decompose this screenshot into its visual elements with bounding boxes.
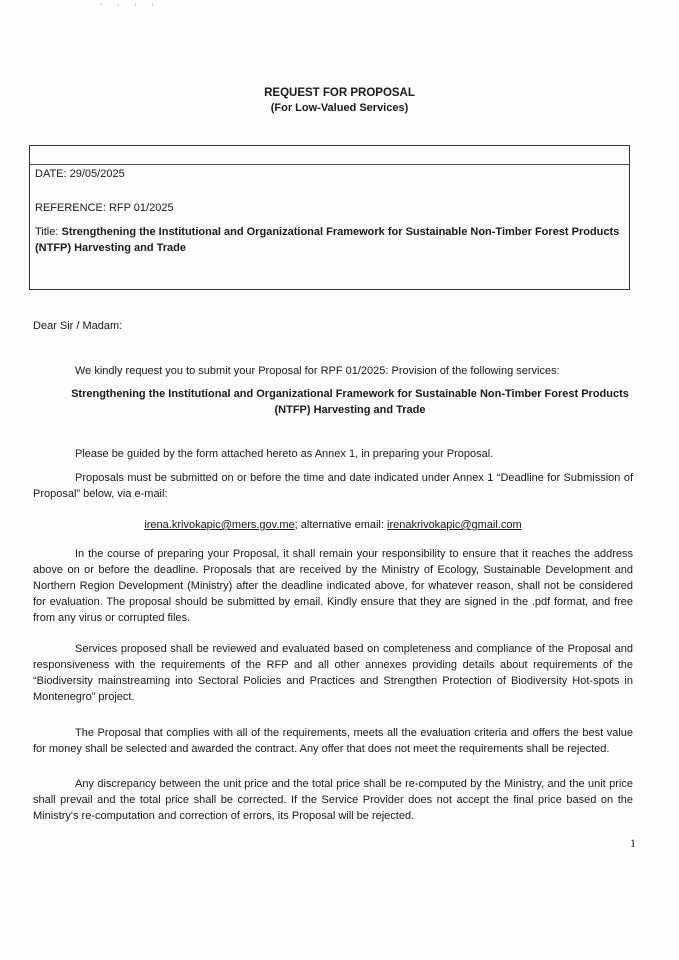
box-divider [30, 164, 629, 165]
email-separator: ; alternative email: [294, 519, 387, 531]
service-title-line-2: (NTFP) Harvesting and Trade [274, 404, 426, 416]
guided-paragraph: Please be guided by the form attached hereto as Annex 1, in preparing your Proposal. [75, 448, 494, 460]
title-field [35, 224, 623, 256]
responsibility-paragraph: In the course of preparing your Proposal, it shall remain your responsibility to ensure that it reaches the address above on or before the deadline. Proposals that are received by the Ministry of Ecology, Sustainable Development and Northern Region Development (Ministry) after the deadline indicated above, for whatever reason, shall not be considered for evaluation. The proposal should be submitted by email. Kindly ensure that they are signed in the .pdf format, and free from any virus or corrupted files. [33, 548, 633, 624]
title-text: Strengthening the Institutional and Organizational Framework for Sustainable Non-Timber Forest Products (NTFP) Harvesting and Trade [35, 226, 620, 254]
scan-artifact: ' ' ' ' [100, 2, 160, 14]
title-label: Title: [35, 226, 59, 238]
salutation: Dear Sir / Madam: [33, 320, 123, 332]
page-number: 1 [630, 836, 636, 850]
review-paragraph: Services proposed shall be reviewed and evaluated based on completeness and compliance of the Proposal and responsiveness with the requirements of the RFP and all other annexes providing details about requirements of the “Biodiversity mainstreaming into Sectoral Policies and Practices and Strengthen Protection of Biodiversity Hot-spots in Montenegro” project. [33, 643, 633, 703]
reference-field: REFERENCE: RFP 01/2025 [35, 202, 174, 214]
service-title [40, 386, 660, 418]
discrepancy-paragraph: Any discrepancy between the unit price and the total price shall be re-computed by the Ministry, and the unit price shall prevail and the total price shall be corrected. If the Service Provider does not accept the final price based on the Ministry's re-computation and correction of errors, its Proposal will be rejected. [33, 778, 633, 822]
alternative-email-link[interactable]: irenakrivokapic@gmail.com [387, 519, 522, 531]
submit-paragraph: Proposals must be submitted on or before the time and date indicated under Annex 1 “Deadline for Submission of Proposal” below, via e-mail: [33, 472, 633, 500]
award-paragraph: The Proposal that complies with all of the requirements, meets all the evaluation criteria and offers the best value for money shall be selected and awarded the contract. Any offer that does not meet the requirements shall be rejected. [33, 727, 633, 755]
intro-paragraph: We kindly request you to submit your Proposal for RPF 01/2025: Provision of the following services: [75, 365, 560, 377]
service-title-line-1: Strengthening the Institutional and Organizational Framework for Sustainable Non-Timber Forest Products [71, 388, 629, 400]
document-header [0, 86, 679, 116]
reference-box [29, 145, 630, 290]
email-line [33, 517, 633, 533]
document-title: REQUEST FOR PROPOSAL [264, 87, 415, 99]
date-field: DATE: 29/05/2025 [35, 168, 125, 180]
document-subtitle: (For Low-Valued Services) [270, 102, 409, 114]
primary-email-link[interactable]: irena.krivokapic@mers.gov.me [144, 519, 295, 531]
